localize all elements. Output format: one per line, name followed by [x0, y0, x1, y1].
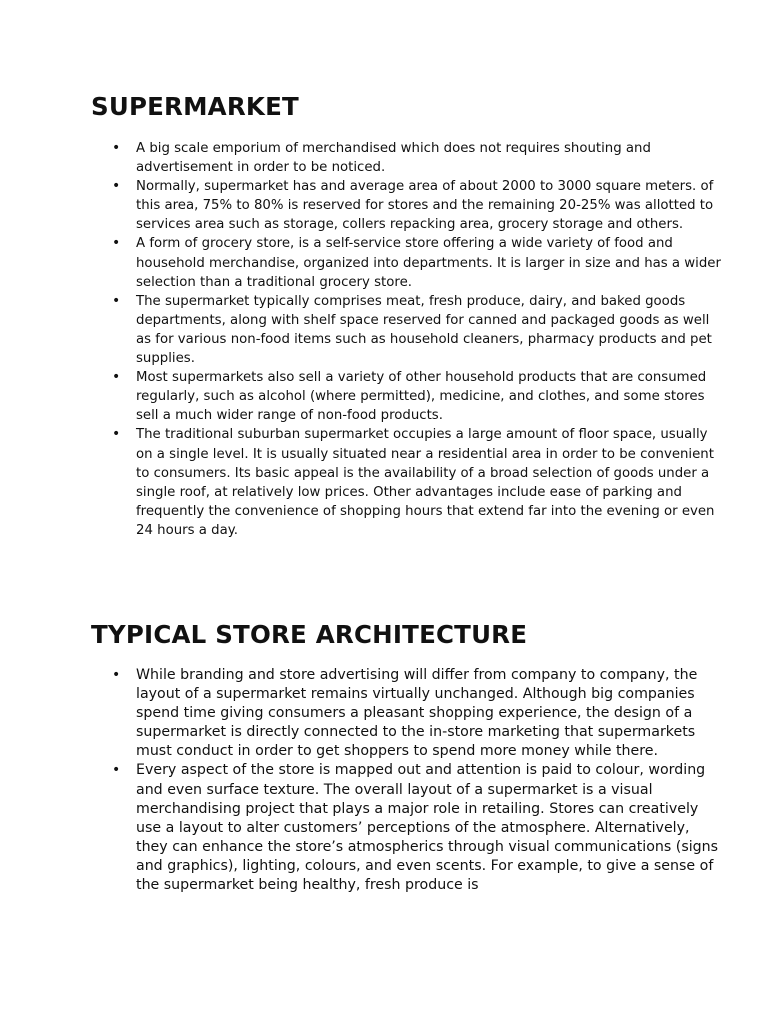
- bullet-icon: •: [112, 178, 121, 195]
- list-item: [0, 234, 768, 291]
- list-item-text: A form of grocery store, is a self-service store offering a wide variety of food and household merchandise, organized into departments. It is larger in size and has a wider selection than a traditional grocery store.: [136, 236, 721, 290]
- list-item: [0, 177, 768, 234]
- list-item-text: Most supermarkets also sell a variety of other household products that are consumed regularly, such as alcohol (where permitted), medicine, and clothes, and some stores sell a much wider range of non-food products.: [136, 370, 707, 424]
- list-item-text: While branding and store advertising will differ from company to company, the layout of a supermarket remains virtually unchanged. Although big companies spend time giving consumers a pleasant shopping experience, the design of a supermarket is directly connected to the in-store marketing that supermarkets must conduct in order to get shoppers to spend more money while there.: [136, 667, 698, 760]
- list-item-text: Every aspect of the store is mapped out and attention is paid to colour, wording and even surface texture. The overall layout of a supermarket is a visual merchandising project that plays a major role in retailing. Stores can creatively use a layout to alter customers’ perceptions of the atmosphere. Alternatively, they can enhance the store’s atmospherics through visual communications (signs and graphics), lighting, colours, and even scents. For example, to give a sense of the supermarket being healthy, fresh produce is: [136, 762, 719, 894]
- bullet-icon: •: [112, 762, 121, 779]
- bullet-icon: •: [112, 426, 121, 443]
- list-item: [0, 139, 768, 177]
- bullet-icon: •: [112, 667, 121, 683]
- list-item: [0, 425, 768, 540]
- list-item-text: Normally, supermarket has and average area of about 2000 to 3000 square meters. of this area, 75% to 80% is reserved for stores and the remaining 20-25% was allotted to services area such as storage, collers repacking area, grocery storage and others.: [136, 179, 714, 233]
- list-item-text: The supermarket typically comprises meat, fresh produce, dairy, and baked goods departments, along with shelf space reserved for canned and packaged goods as well as for various non-food items such as household cleaners, pharmacy products and pet supplies.: [136, 293, 712, 367]
- list-item: [0, 292, 768, 368]
- bullet-icon: •: [112, 140, 121, 156]
- supermarket-bullet-list: [0, 139, 768, 540]
- bullet-icon: •: [112, 369, 121, 386]
- section-heading-store-architecture: TYPICAL STORE ARCHITECTURE: [91, 620, 528, 649]
- list-item: [0, 368, 768, 425]
- list-item-text: The traditional suburban supermarket occupies a large amount of floor space, usually on a single level. It is usually situated near a residential area in order to be convenient to consumers. Its basic appeal is the availability of a broad selection of goods under a single roof, at relatively low prices. Other advantages include ease of parking and frequently the convenience of shopping hours that extend far into the evening or even 24 hours a day.: [136, 427, 715, 538]
- list-item: [0, 761, 768, 895]
- bullet-icon: •: [112, 292, 121, 309]
- bullet-icon: •: [112, 235, 121, 252]
- list-item: [0, 666, 768, 761]
- architecture-bullet-list: [0, 666, 768, 895]
- list-item-text: A big scale emporium of merchandised which does not requires shouting and advertisement in order to be noticed.: [136, 141, 651, 176]
- section-heading-supermarket: SUPERMARKET: [91, 92, 299, 121]
